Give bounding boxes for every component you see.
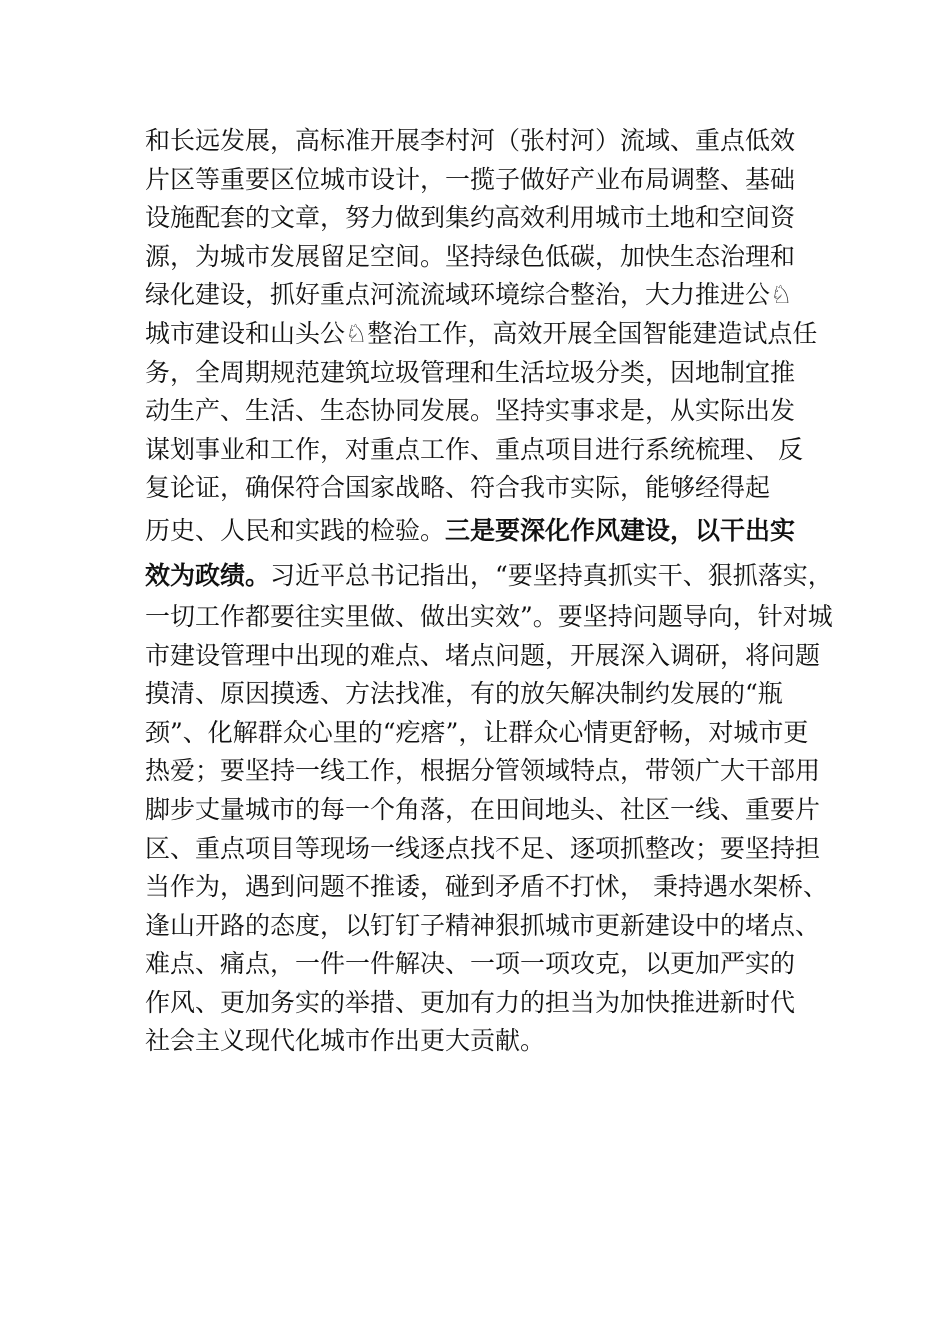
text-line: 片区等重要区位城市设计，一揽子做好产业布局调整、基础 bbox=[145, 164, 796, 194]
text-line: 区、重点项目等现场一线逐点找不足、逐项抓整改；要坚持担 bbox=[145, 833, 821, 863]
text-line: 动生产、生活、生态协同发展。坚持实事求是，从实际出发 bbox=[145, 396, 796, 426]
text-line: 谋划事业和工作，对重点工作、重点项目进行系统梳理、 反 bbox=[145, 434, 803, 464]
text-line bbox=[145, 508, 845, 553]
text-line bbox=[145, 553, 845, 598]
body-text bbox=[145, 122, 845, 1061]
text-line: 城市建设和山头公♘整治工作，高效开展全国智能建造试点任 bbox=[145, 318, 818, 348]
text-line: 设施配套的文章，努力做到集约高效利用城市土地和空间资 bbox=[145, 203, 796, 233]
text-line: 颈”、化解群众心里的“疙瘩”，让群众心情更舒畅，对城市更 bbox=[145, 717, 809, 747]
text-line: 源，为城市发展留足空间。坚持绿色低碳，加快生态治理和 bbox=[145, 241, 796, 271]
text-line: 作风、更加务实的举措、更加有力的担当为加快推进新时代 bbox=[145, 987, 796, 1017]
text-line: 当作为，遇到问题不推诿，碰到矛盾不打怵， 秉持遇水架桥、 bbox=[145, 872, 828, 902]
bold-heading-run: 三是要深化作风建设，以干出实 bbox=[445, 515, 796, 545]
text-line: 市建设管理中出现的难点、堵点问题，开展深入调研，将问题 bbox=[145, 640, 821, 670]
text-line: 摸清、原因摸透、方法找准，有的放矢解决制约发展的“瓶 bbox=[145, 679, 783, 709]
text-line: 社会主义现代化城市作出更大贡献。 bbox=[145, 1026, 546, 1056]
text-line: 和长远发展，高标准开展李村河（张村河）流域、重点低效 bbox=[145, 126, 796, 155]
text-line: 务，全周期规范建筑垃圾管理和生活垃圾分类，因地制宜推 bbox=[145, 357, 796, 387]
text-line: 一切工作都要往实里做、做出实效”。要坚持问题导向，针对城 bbox=[145, 601, 833, 631]
text-run: 习近平总书记指出，“要坚持真抓实干、狠抓落实， bbox=[270, 560, 833, 590]
bold-heading-run: 效为政绩。 bbox=[145, 560, 271, 590]
text-line: 难点、痛点，一件一件解决、一项一项攻克，以更加严实的 bbox=[145, 949, 796, 979]
text-line: 绿化建设，抓好重点河流流域环境综合整治，大力推进公♘ bbox=[145, 280, 793, 310]
text-line: 逢山开路的态度，以钉钉子精神狠抓城市更新建设中的堵点、 bbox=[145, 910, 821, 940]
text-run: 历史、人民和实践的检验。 bbox=[145, 515, 446, 545]
text-line: 热爱；要坚持一线工作，根据分管领域特点，带领广大干部用 bbox=[145, 756, 821, 786]
text-line: 脚步丈量城市的每一个角落，在田间地头、社区一线、重要片 bbox=[145, 794, 821, 824]
text-line: 复论证，确保符合国家战略、符合我市实际，能够经得起 bbox=[145, 473, 771, 503]
